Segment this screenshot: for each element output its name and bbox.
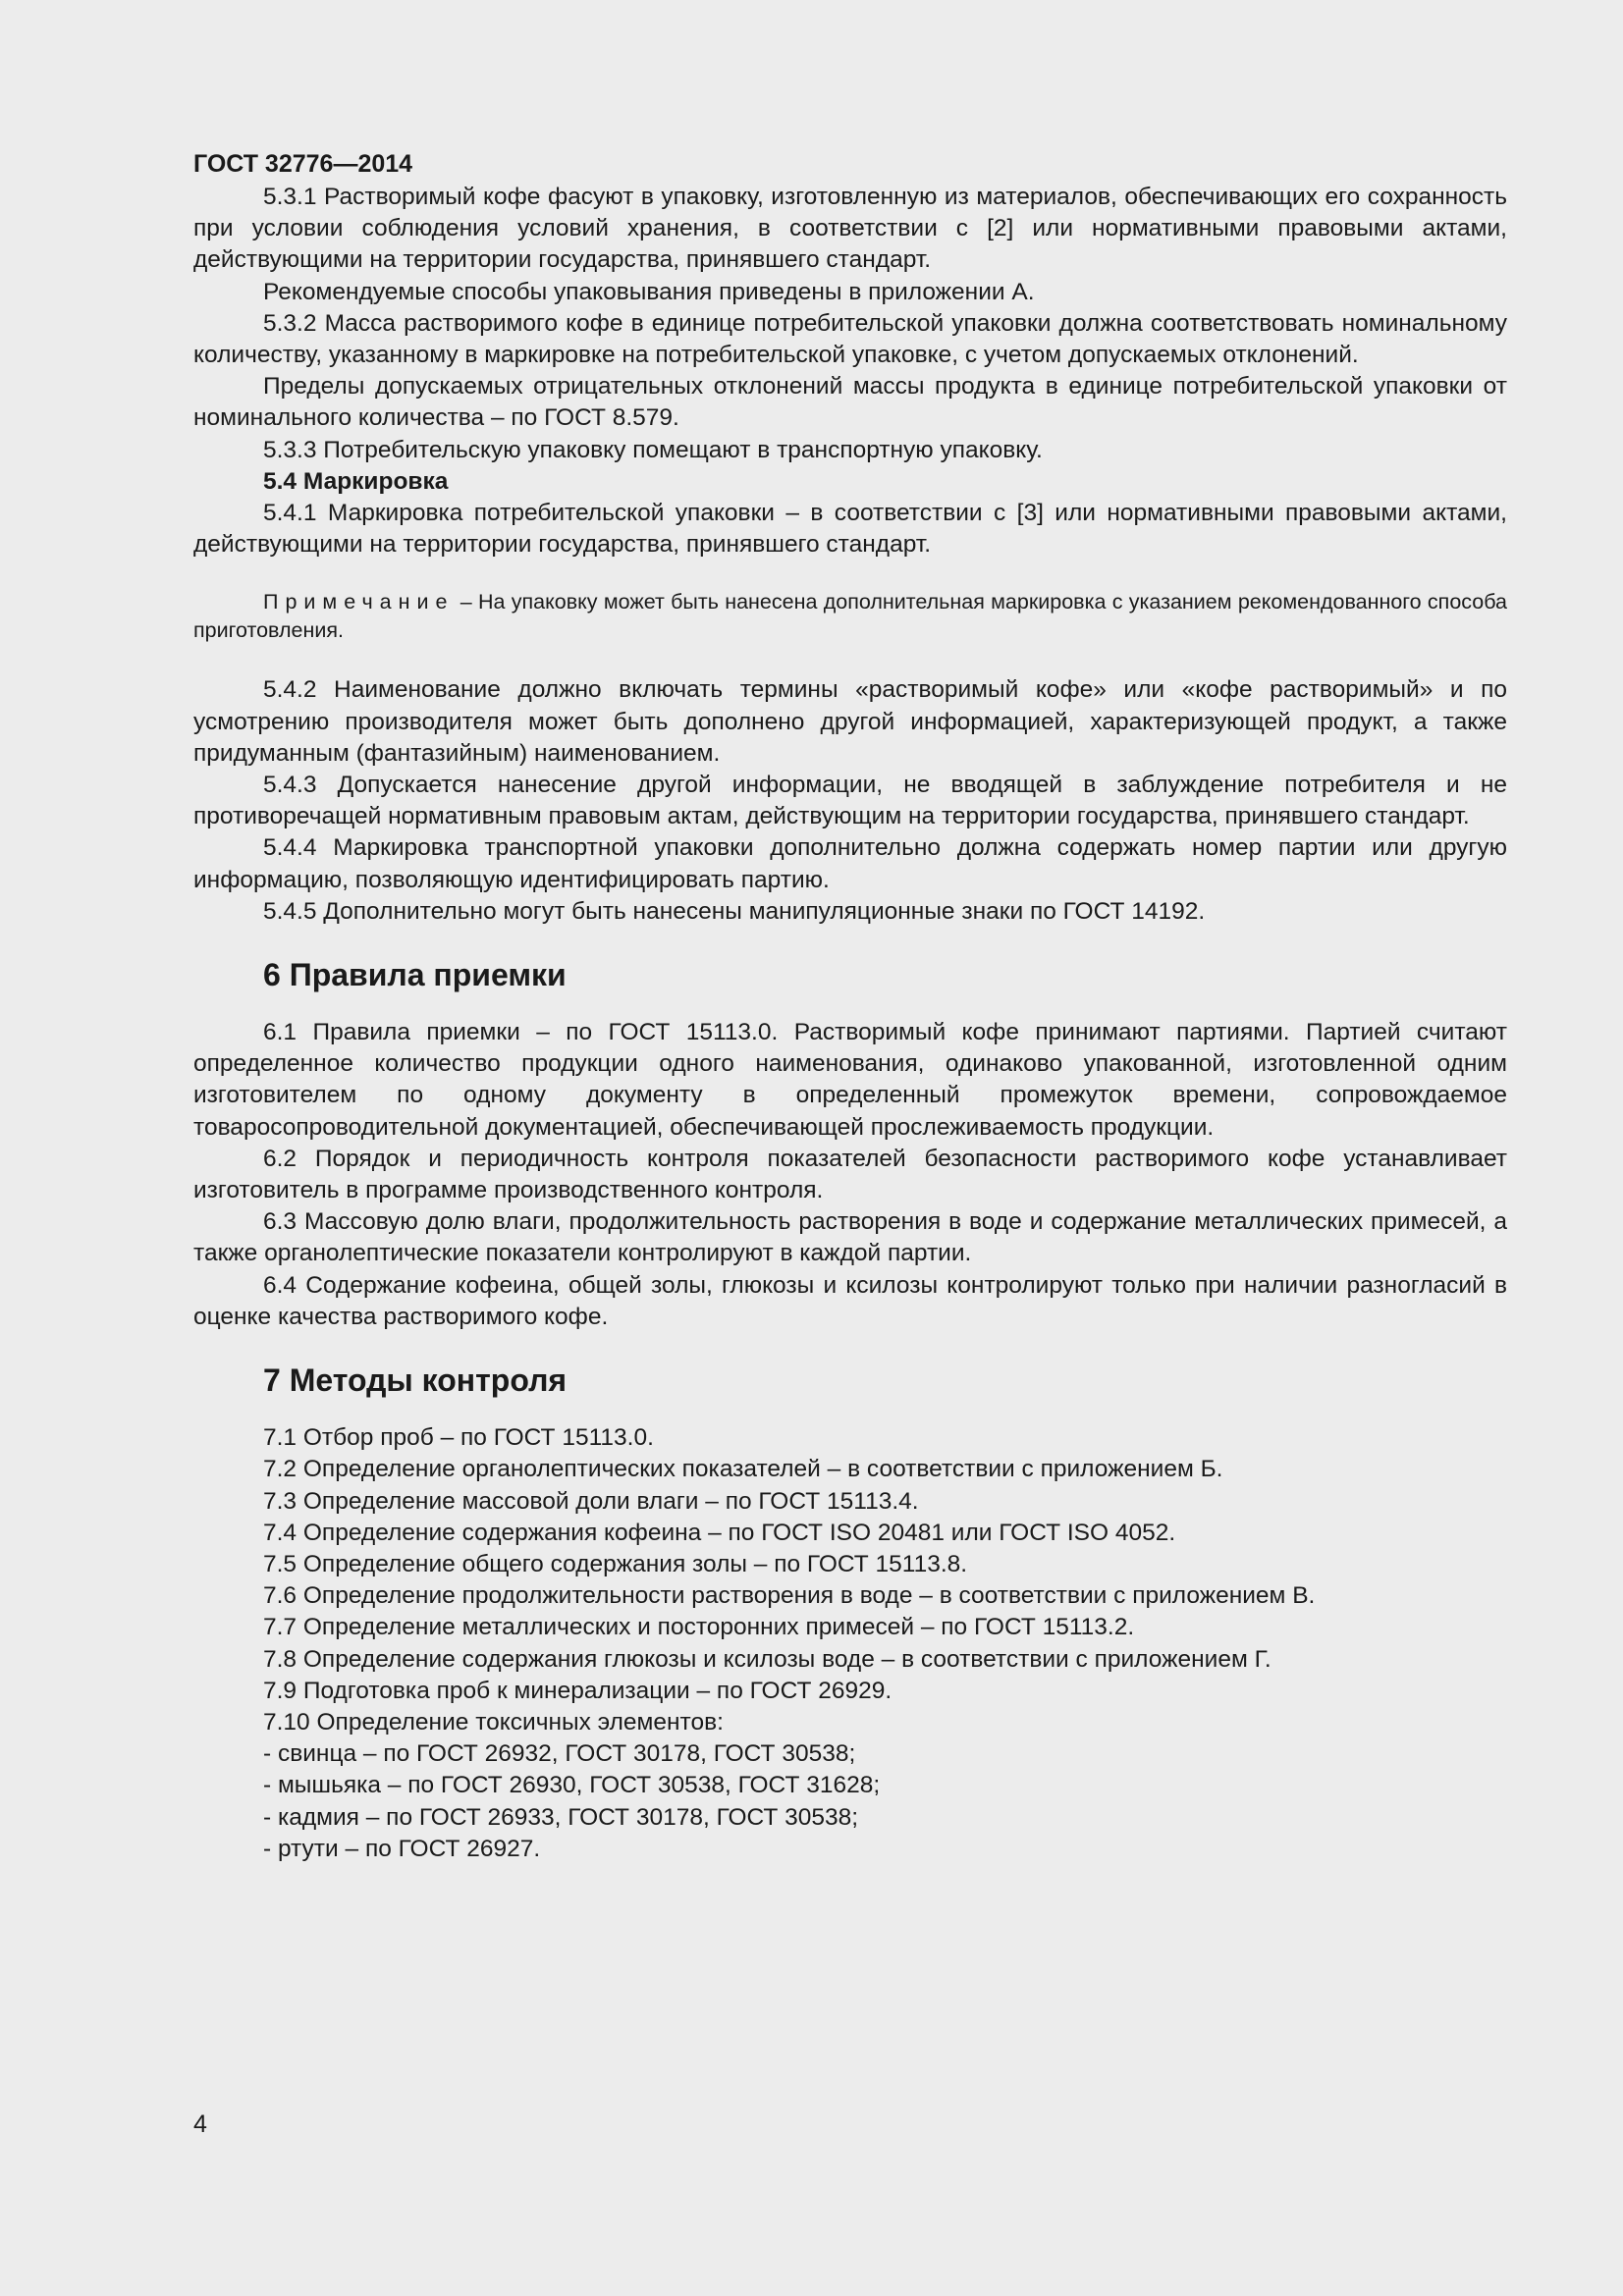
paragraph: 5.4.3 Допускается нанесение другой информации, не вводящей в заблуждение потребителя и не противоречащей нормативным правовым актам, действующим на территории государства, принявшего стандарт. [193,772,1507,830]
subsection-title: 5.4 Маркировка [263,467,449,495]
paragraph: 5.4.2 Наименование должно включать термины «растворимый кофе» или «кофе растворимый» и по усмотрению производителя может быть дополнено другой информацией, характеризующей продукт, а также придуманным (фантазийным) наименованием. [193,676,1507,767]
list-item: 7.6 Определение продолжительности растворения в воде – в соответствии с приложением В. [263,1582,1316,1610]
list-item: 7.2 Определение органолептических показателей – в соответствии с приложением Б. [263,1456,1223,1483]
paragraph: 5.4.5 Дополнительно могут быть нанесены манипуляционные знаки по ГОСТ 14192. [263,897,1206,925]
list-item: 7.8 Определение содержания глюкозы и ксилозы воде – в соответствии с приложением Г. [263,1645,1271,1673]
list-item: 7.5 Определение общего содержания золы – по ГОСТ 15113.8. [263,1550,968,1577]
list-item: 7.9 Подготовка проб к минерализации – по ГОСТ 26929. [263,1677,893,1704]
list-item: - мышьяка – по ГОСТ 26930, ГОСТ 30538, ГОСТ 31628; [263,1772,881,1799]
block-5-4 [193,674,1507,928]
section-6-body [193,1017,1507,1333]
paragraph: 6.4 Содержание кофеина, общей золы, глюкозы и ксилозы контролируют только при наличии разногласий в оценке качества растворимого кофе. [193,1271,1507,1330]
paragraph: 6.3 Массовую долю влаги, продолжительность растворения в воде и содержание металлических примесей, а также органолептические показатели контролируют в каждой партии. [193,1208,1507,1267]
paragraph: 6.2 Порядок и периодичность контроля показателей безопасности растворимого кофе устанавливает изготовитель в программе производственного контроля. [193,1145,1507,1204]
list-item: 7.10 Определение токсичных элементов: [263,1708,724,1735]
note-label: Примечание [263,590,455,614]
list-item: 7.4 Определение содержания кофеина – по ГОСТ ISO 20481 или ГОСТ ISO 4052. [263,1519,1176,1546]
paragraph: 5.3.2 Масса растворимого кофе в единице потребительской упаковки должна соответствовать номинальному количеству, указанному в маркировке на потребительской упаковке, с учетом допускаемых отклонений. [193,309,1507,369]
list-item: - свинца – по ГОСТ 26932, ГОСТ 30178, ГОСТ 30538; [263,1740,856,1768]
paragraph: Пределы допускаемых отрицательных отклонений массы продукта в единице потребительской упаковки от номинального количества – по ГОСТ 8.579. [193,373,1507,432]
list-item: - ртути – по ГОСТ 26927. [263,1835,541,1862]
paragraph: 5.3.3 Потребительскую упаковку помещают в транспортную упаковку. [263,436,1043,463]
paragraph: 6.1 Правила приемки – по ГОСТ 15113.0. Растворимый кофе принимают партиями. Партией считают определенное количество продукции одного наименования, одинаково упакованной, изготовленной одним изготовителем по одному документу в определенный промежуток времени, сопровождаемое товаросопроводительной документацией, обеспечивающей прослеживаемость продукции. [193,1019,1507,1141]
page-number: 4 [193,2110,207,2138]
section-title: 6 Правила приемки [263,957,567,993]
paragraph: 5.3.1 Растворимый кофе фасуют в упаковку, изготовленную из материалов, обеспечивающих его сохранность при условии соблюдения условий хранения, в соответствии с [2] или нормативными правовыми актами, действующими на территории государства, принявшего стандарт. [193,184,1507,274]
section-7-list [193,1422,1507,1865]
document-header: ГОСТ 32776—2014 [193,150,413,178]
note-text: – На упаковку может быть нанесена дополнительная маркировка с указанием рекомендованного способа приготовления. [193,590,1507,643]
paragraph: Рекомендуемые способы упаковывания приведены в приложении А. [263,278,1035,305]
paragraph: 5.4.1 Маркировка потребительской упаковки – в соответствии с [3] или нормативными правовыми актами, действующими на территории государства, принявшего стандарт. [193,500,1507,559]
list-item: 7.1 Отбор проб – по ГОСТ 15113.0. [263,1424,654,1452]
paragraph: 5.4.4 Маркировка транспортной упаковки дополнительно должна содержать номер партии или другую информацию, позволяющую идентифицировать партию. [193,834,1507,893]
document-page [193,149,1507,1865]
note [193,588,1507,645]
list-item: 7.7 Определение металлических и посторонних примесей – по ГОСТ 15113.2. [263,1614,1135,1641]
list-item: 7.3 Определение массовой доли влаги – по ГОСТ 15113.4. [263,1487,919,1515]
section-title: 7 Методы контроля [263,1362,568,1399]
block-5-3 [193,182,1507,466]
list-item: - кадмия – по ГОСТ 26933, ГОСТ 30178, ГОСТ 30538; [263,1803,859,1831]
